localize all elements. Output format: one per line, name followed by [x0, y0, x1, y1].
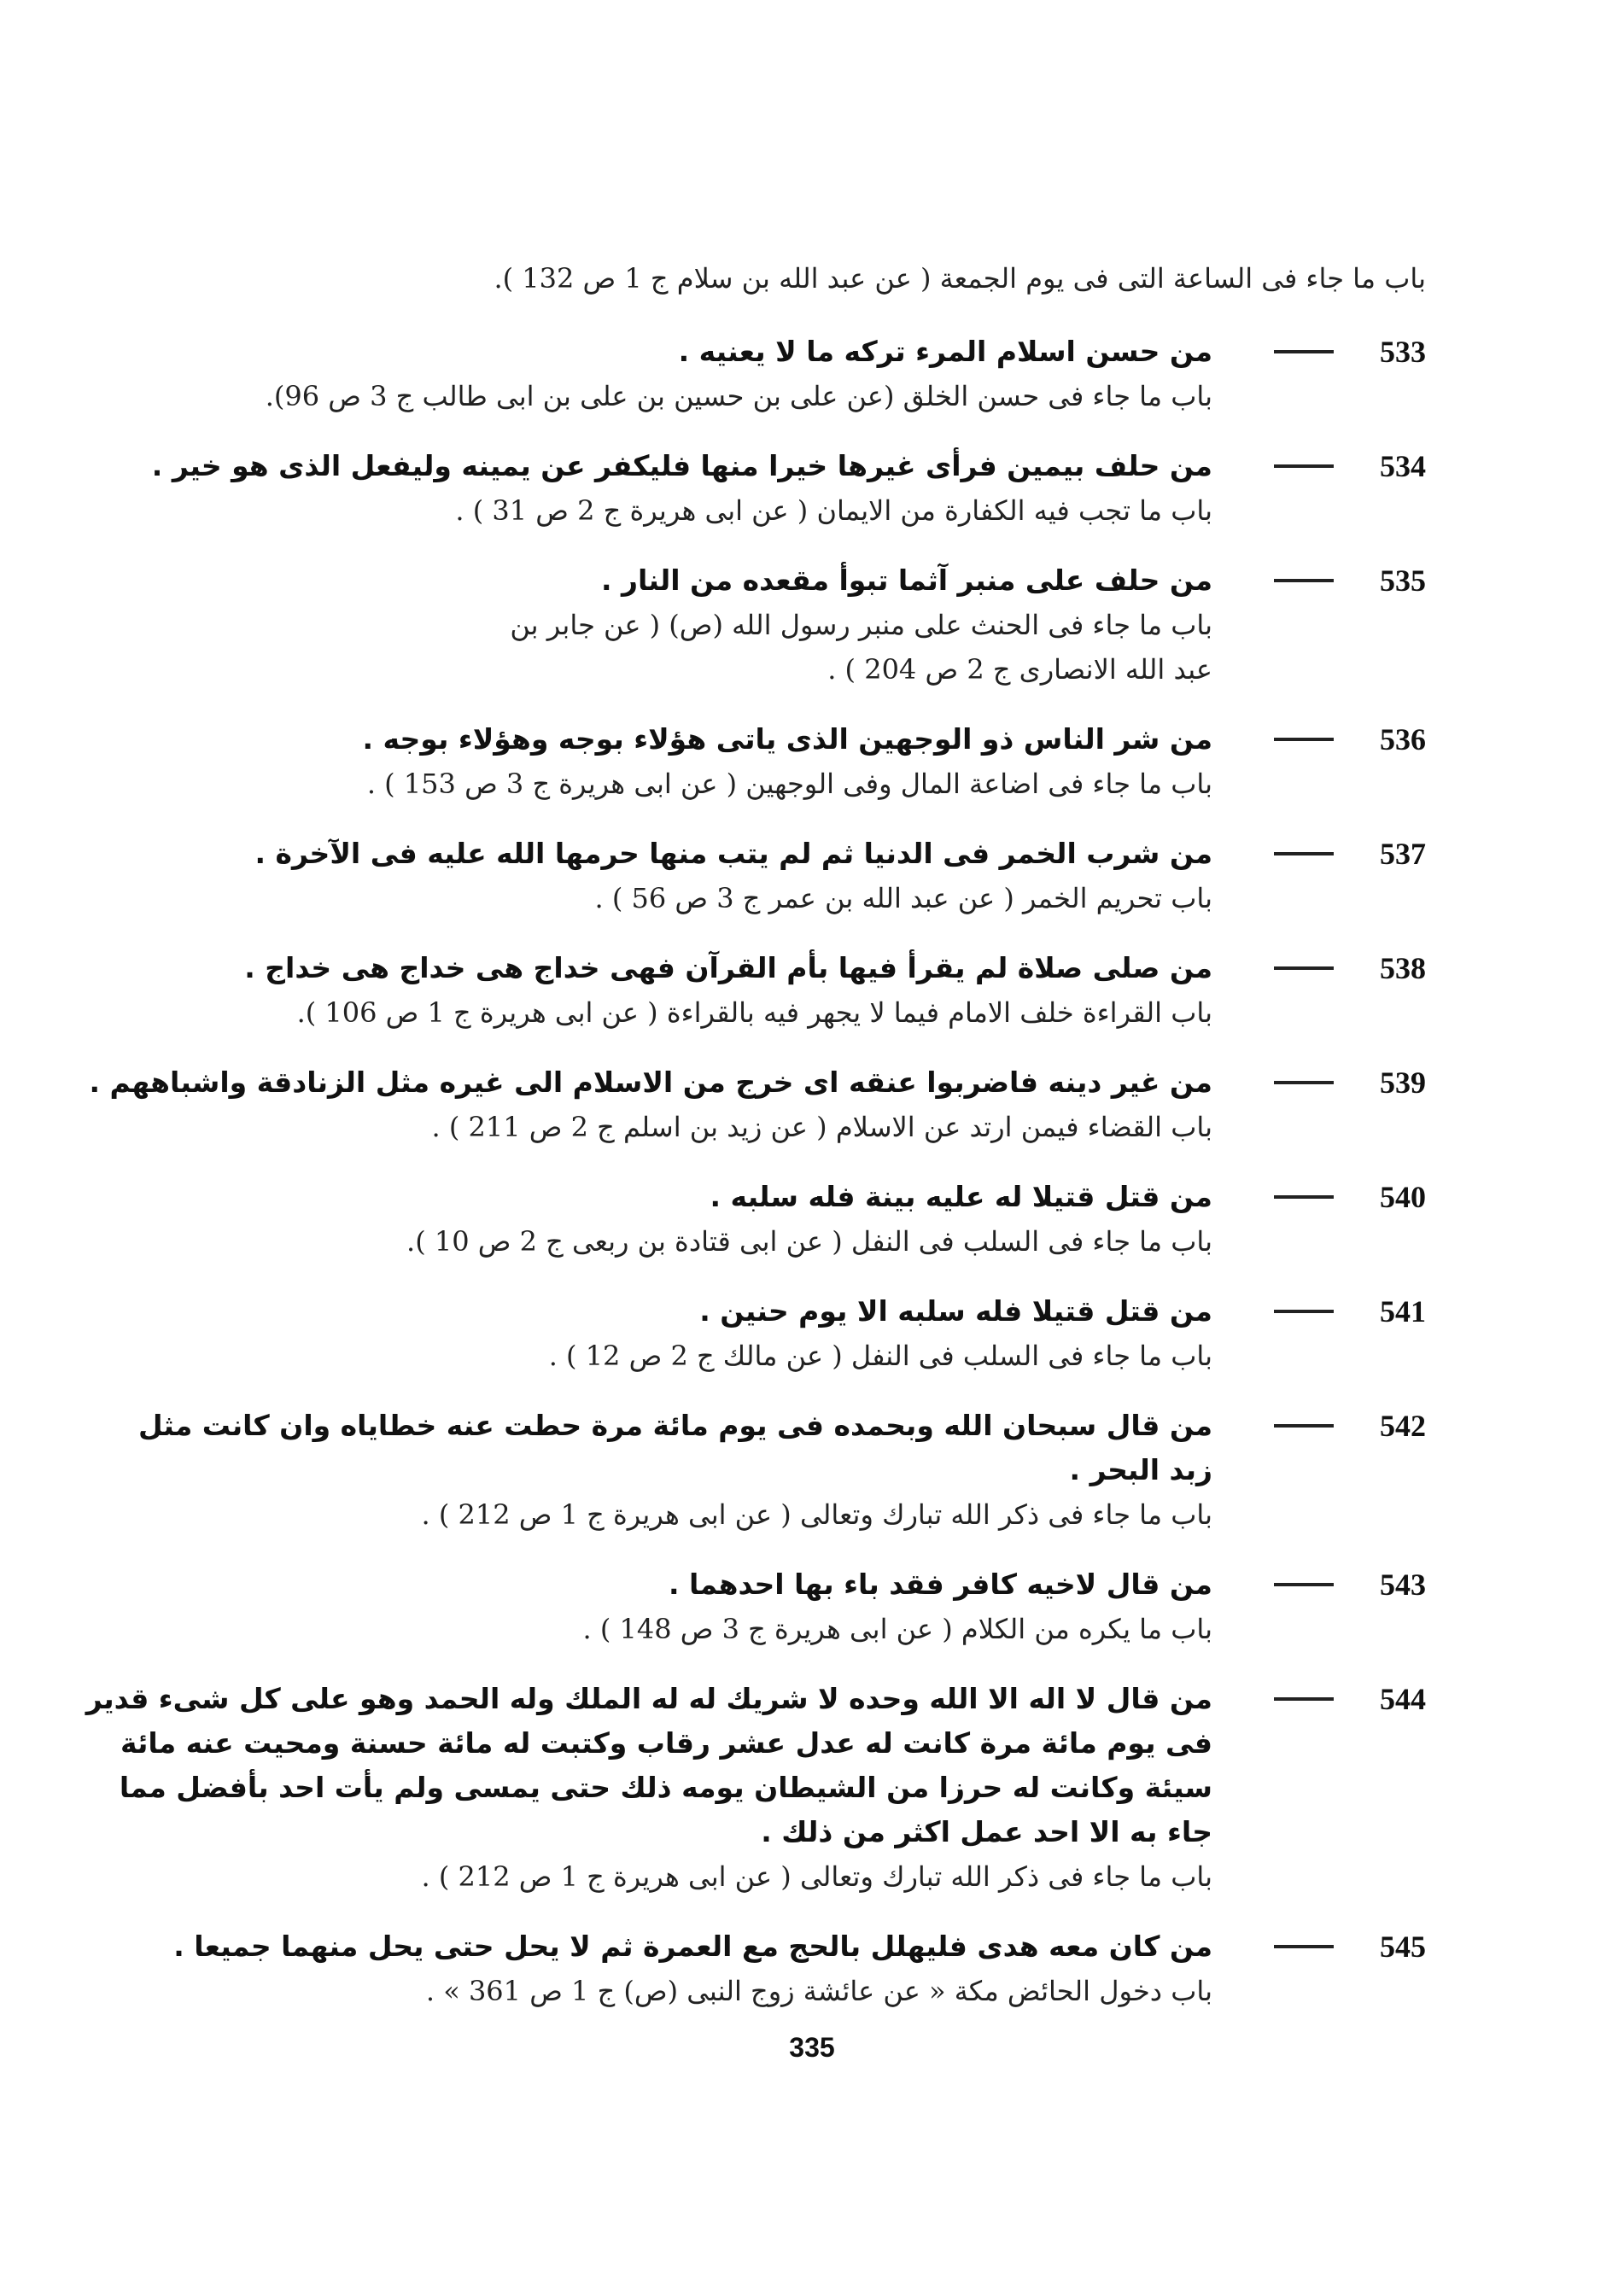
source-reference: باب دخول الحائض مكة « عن عائشة زوج النبى (ص) ج 1 ص 361 » . — [425, 1975, 1212, 2007]
hadith-entry — [231, 832, 1426, 920]
hadith-entry — [89, 1060, 1426, 1149]
hadith-text: جاء به الا احد عمل اكثر من ذلك . — [761, 1815, 1212, 1848]
hadith-text: فى يوم مائة مرة كانت له عدل عشر رقاب وكتبت له مائة حسنة ومحيت عنه مائة — [120, 1726, 1212, 1760]
entry-text — [151, 444, 1212, 533]
entry-number: 541 — [1380, 1294, 1426, 1328]
content-area — [85, 256, 1426, 2013]
entry-dash — [1274, 1081, 1334, 1084]
entry-text — [231, 1289, 1212, 1378]
hadith-text: من حسن اسلام المرء تركه ما لا يعنيه . — [678, 335, 1212, 368]
entry-text — [231, 946, 1212, 1035]
hadith-entry — [231, 1562, 1426, 1651]
source-reference: باب القضاء فيمن ارتد عن الاسلام ( عن زيد بن اسلم ج 2 ص 211 ) . — [431, 1111, 1212, 1143]
hadith-entry — [151, 444, 1426, 533]
source-reference: عبد الله الانصارى ج 2 ص 204 ) . — [827, 653, 1212, 686]
entry-text — [231, 1562, 1212, 1651]
source-reference: باب ما جاء فى الحنث على منبر رسول الله (ص) ( عن جابر بن — [510, 609, 1212, 641]
intro-reference: باب ما جاء فى الساعة التى فى يوم الجمعة ( عن عبد الله بن سلام ج 1 ص 132 ). — [494, 262, 1426, 295]
entry-dash — [1274, 1945, 1334, 1948]
source-reference: باب ما جاء فى ذكر الله تبارك وتعالى ( عن ابى هريرة ج 1 ص 212 ) . — [421, 1498, 1212, 1531]
hadith-text: زبد البحر . — [1069, 1453, 1212, 1486]
entry-text — [137, 1404, 1212, 1537]
hadith-text: من كان معه هدى فليهلل بالحج مع العمرة ثم لا يحل حتى يحل منهما جميعا . — [173, 1930, 1212, 1963]
entry-dash — [1274, 350, 1334, 353]
hadith-entry — [173, 1924, 1426, 2013]
entry-dash — [1274, 579, 1334, 582]
entry-text — [85, 1677, 1212, 1899]
hadith-entry — [231, 1289, 1426, 1378]
hadith-text: من قال لا اله الا الله وحده لا شريك له له الملك وله الحمد وهو على كل شىء قدير — [85, 1682, 1212, 1715]
entry-text — [231, 330, 1212, 418]
hadith-text: من غير دينه فاضربوا عنقه اى خرج من الاسلام الى غيره مثل الزنادقة واشباههم . — [89, 1066, 1212, 1099]
entry-dash — [1274, 852, 1334, 855]
entry-dash — [1274, 1195, 1334, 1199]
entry-number: 535 — [1380, 563, 1426, 598]
hadith-text: من قال سبحان الله وبحمده فى يوم مائة مرة حطت عنه خطاياه وان كانت مثل — [137, 1409, 1212, 1442]
entry-dash — [1274, 464, 1334, 468]
hadith-entry — [231, 717, 1426, 806]
entry-number: 544 — [1380, 1682, 1426, 1716]
hadith-text: من شر الناس ذو الوجهين الذى ياتى هؤلاء بوجه وهؤلاء بوجه . — [362, 722, 1212, 756]
entry-number: 545 — [1380, 1930, 1426, 1964]
source-reference: باب ما جاء فى اضاعة المال وفى الوجهين ( عن ابى هريرة ج 3 ص 153 ) . — [366, 768, 1212, 800]
entry-number: 536 — [1380, 722, 1426, 756]
entry-dash — [1274, 1424, 1334, 1428]
entry-number: 539 — [1380, 1066, 1426, 1100]
hadith-entry — [231, 946, 1426, 1035]
hadith-entry — [231, 558, 1426, 692]
source-reference: باب ما جاء فى ذكر الله تبارك وتعالى ( عن ابى هريرة ج 1 ص 212 ) . — [421, 1860, 1212, 1893]
hadith-entry — [85, 1677, 1426, 1899]
entry-number: 543 — [1380, 1568, 1426, 1602]
entry-dash — [1274, 1310, 1334, 1313]
source-reference: باب ما جاء فى حسن الخلق (عن على بن حسين بن على بن ابى طالب ج 3 ص 96). — [265, 380, 1212, 412]
hadith-entry — [137, 1404, 1426, 1537]
source-reference: باب القراءة خلف الامام فيما لا يجهر فيه بالقراءة ( عن ابى هريرة ج 1 ص 106 ). — [296, 996, 1212, 1029]
hadith-text: من قتل قتيلا فله سلبه الا يوم حنين . — [699, 1294, 1212, 1328]
hadith-entry — [231, 1175, 1426, 1264]
hadith-text: من صلى صلاة لم يقرأ فيها بأم القرآن فهى خداج هى خداج هى خداج . — [244, 951, 1212, 984]
entry-text — [231, 717, 1212, 806]
hadith-text: من حلف على منبر آثما تبوأ مقعده من النار . — [600, 563, 1212, 597]
entry-text — [231, 558, 1212, 692]
hadith-entry — [231, 330, 1426, 418]
hadith-text: من حلف بيمين فرأى غيرها خيرا منها فليكفر عن يمينه وليفعل الذى هو خير . — [151, 449, 1212, 482]
entry-text — [231, 832, 1212, 920]
hadith-text: سيئة وكانت له حرزا من الشيطان يومه ذلك حتى يمسى ولم يأت احد بأفضل مما — [119, 1771, 1212, 1804]
entry-dash — [1274, 966, 1334, 970]
entry-dash — [1274, 1697, 1334, 1701]
entry-number: 542 — [1380, 1409, 1426, 1443]
entry-text — [231, 1175, 1212, 1264]
entry-dash — [1274, 1583, 1334, 1586]
source-reference: باب تحريم الخمر ( عن عبد الله بن عمر ج 3 ص 56 ) . — [594, 882, 1212, 914]
page-number: 335 — [789, 2032, 835, 2063]
entry-list — [85, 330, 1426, 2013]
hadith-text: من شرب الخمر فى الدنيا ثم لم يتب منها حرمها الله عليه فى الآخرة . — [254, 837, 1212, 870]
entry-number: 533 — [1380, 335, 1426, 369]
entry-number: 534 — [1380, 449, 1426, 483]
entry-number: 540 — [1380, 1180, 1426, 1214]
hadith-text: من قتل قتيلا له عليه بينة فله سلبه . — [710, 1180, 1212, 1213]
source-reference: باب ما يكره من الكلام ( عن ابى هريرة ج 3 ص 148 ) . — [582, 1613, 1212, 1645]
entry-text — [89, 1060, 1212, 1149]
entry-dash — [1274, 738, 1334, 741]
entry-number: 537 — [1380, 837, 1426, 871]
source-reference: باب ما جاء فى السلب فى النفل ( عن مالك ج 2 ص 12 ) . — [548, 1340, 1212, 1372]
entry-text — [173, 1924, 1212, 2013]
source-reference: باب ما جاء فى السلب فى النفل ( عن ابى قتادة بن ربعى ج 2 ص 10 ). — [406, 1225, 1212, 1258]
source-reference: باب ما تجب فيه الكفارة من الايمان ( عن ابى هريرة ج 2 ص 31 ) . — [455, 494, 1212, 527]
hadith-text: من قال لاخيه كافر فقد باء بها احدهما . — [669, 1568, 1212, 1601]
entry-number: 538 — [1380, 951, 1426, 985]
